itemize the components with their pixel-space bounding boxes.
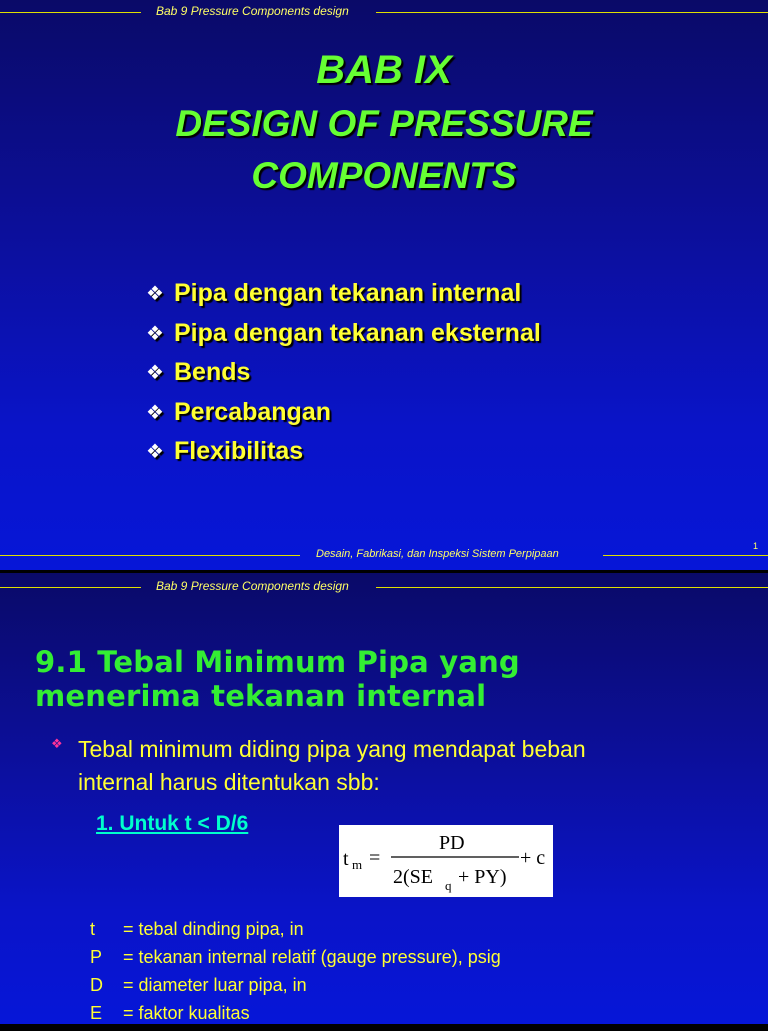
slide-header: Bab 9 Pressure Components design: [156, 579, 349, 593]
list-item: ❖ Pipa dengan tekanan internal: [146, 279, 522, 308]
list-item: ❖ Percabangan: [146, 397, 332, 426]
formula-lhs-sub: m: [352, 857, 363, 872]
list-item: ❖ Bends: [146, 358, 251, 387]
slide-footer: Desain, Fabrikasi, dan Inspeksi Sistem Perpipaan: [316, 548, 559, 560]
formula-eq: =: [369, 847, 381, 869]
diamond-bullet-icon: ❖: [146, 322, 164, 345]
diamond-bullet-icon: ❖: [146, 362, 164, 385]
diamond-bullet-icon: ❖: [146, 401, 164, 424]
variable-symbol: P: [90, 947, 103, 967]
page-number: 1: [752, 541, 758, 551]
header-rule-left: [0, 12, 141, 13]
case-label: 1. Untuk t < D/6: [96, 812, 249, 835]
variable-symbol: D: [90, 975, 103, 995]
diamond-bullet-icon: ❖: [51, 736, 63, 751]
formula-denominator-pre: 2(SE: [393, 866, 433, 888]
chapter-title-line1: DESIGN OF PRESSURE: [175, 103, 593, 144]
footer-rule-right: [603, 555, 768, 556]
topic-list: [146, 274, 541, 472]
footer-rule-left: [0, 555, 300, 556]
slide-header: Bab 9 Pressure Components design: [156, 4, 349, 18]
list-item: ❖ Pipa dengan tekanan eksternal: [146, 318, 541, 347]
chapter-number: BAB IX: [316, 48, 452, 92]
formula-lhs: t: [343, 848, 349, 870]
header-rule-left: [0, 587, 141, 588]
variable-description: = tekanan internal relatif (gauge pressure), psig: [123, 947, 501, 967]
section-title: 9.1 Tebal Minimum Pipa yang menerima tekanan internal: [35, 645, 520, 713]
formula-denominator-sub: q: [445, 878, 452, 893]
header-rule-right: [376, 12, 768, 13]
formula-tail: + c: [520, 847, 546, 869]
variable-description: = faktor kualitas: [123, 1003, 250, 1023]
variable-description: = tebal dinding pipa, in: [123, 919, 304, 939]
formula-numerator: PD: [439, 832, 465, 854]
variable-symbol: t: [90, 919, 96, 939]
diamond-bullet-icon: ❖: [146, 441, 164, 464]
diamond-bullet-icon: ❖: [146, 283, 164, 306]
chapter-title-line2: COMPONENTS: [251, 155, 517, 196]
header-rule-right: [376, 587, 768, 588]
thickness-formula: [339, 825, 553, 897]
list-item: ❖ Flexibilitas: [146, 437, 304, 466]
formula-denominator-post: + PY): [458, 866, 507, 888]
variable-description: = diameter luar pipa, in: [123, 975, 307, 995]
variable-symbol: E: [90, 1003, 103, 1023]
